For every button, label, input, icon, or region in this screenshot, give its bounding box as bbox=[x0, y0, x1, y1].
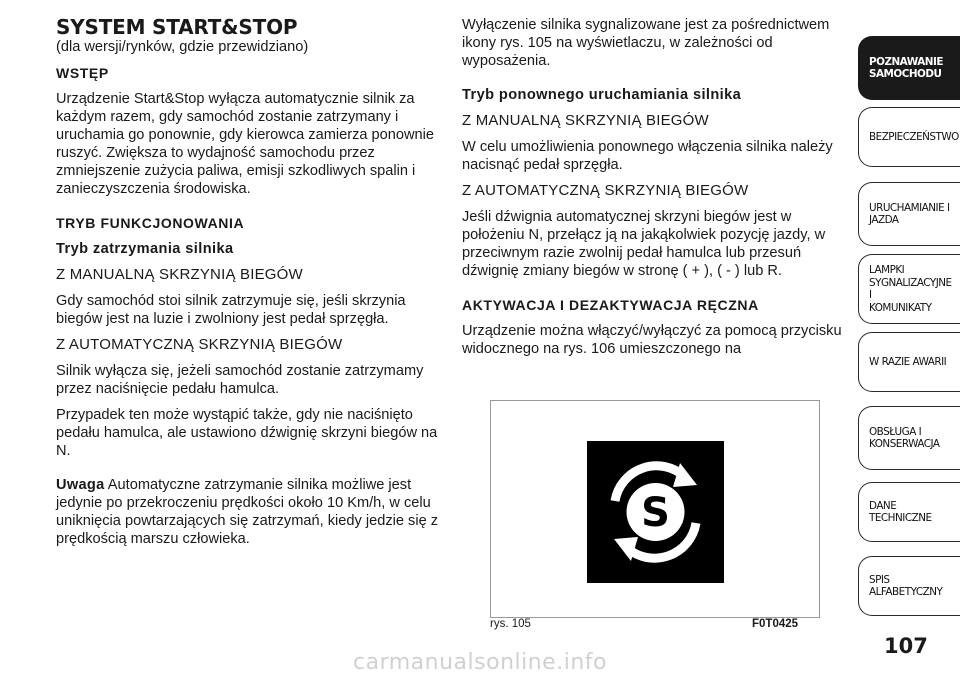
start-stop-icon bbox=[587, 441, 724, 583]
tab-label: OBSŁUGA I bbox=[869, 425, 922, 438]
restart-auto-paragraph: Jeśli dźwignia automatycznej skrzyni biegów jest w położeniu N, przełącz ją na jakąkolwiek pozycję jazdy, w przeciwnym razie zwolnij pedał hamulca lub przesuń dźwignię zmiany biegów w stronę ( + ), ( - ) lub R. bbox=[462, 209, 826, 279]
watermark: carmanualsonline.info bbox=[353, 650, 607, 675]
tab-poznawanie-samochodu[interactable] bbox=[858, 36, 960, 100]
figure-caption: rys. 105 bbox=[490, 618, 531, 630]
auto-gearbox-paragraph-1: Silnik wyłącza się, jeżeli samochód zostanie zatrzymamy przez naciśnięcie pedału hamulca. bbox=[56, 363, 424, 397]
manual-activation-paragraph: Urządzenie można włączyć/wyłączyć za pomocą przycisku widocznego na rys. 106 umieszczonego na bbox=[462, 323, 842, 357]
engine-stop-heading: Tryb zatrzymania silnika bbox=[56, 241, 234, 257]
manual-gearbox-paragraph: Gdy samochód stoi silnik zatrzymuje się, jeśli skrzynia biegów jest na luzie i zwolniony jest pedał sprzęgła. bbox=[56, 293, 406, 327]
tab-label: BEZPIECZEŃSTWO bbox=[869, 130, 959, 143]
note-paragraph bbox=[56, 476, 441, 548]
note-text: Automatyczne zatrzymanie silnika możliwe jest jedynie po przekroczeniu prędkości około 10 Km/h, w celu uniknięcia powtarzających się zatrzymań, kiedy jedzie się z prędkością marszu człowieka. bbox=[56, 477, 439, 547]
tab-label: KOMUNIKATY bbox=[869, 301, 932, 314]
tab-label: KONSERWACJA bbox=[869, 438, 940, 450]
figure-code: F0T0425 bbox=[752, 618, 799, 630]
tab-label: SAMOCHODU bbox=[869, 68, 942, 80]
note-label: Uwaga bbox=[56, 477, 105, 493]
auto-gearbox-heading: Z AUTOMATYCZNĄ SKRZYNIĄ BIEGÓW bbox=[56, 336, 343, 353]
tab-bezpieczenstwo[interactable] bbox=[858, 107, 960, 167]
tab-label: SPIS ALFABETYCZNY bbox=[869, 573, 943, 598]
section-title: SYSTEM START&STOP bbox=[56, 15, 298, 39]
tab-label: SYGNALIZACYJNE I bbox=[869, 276, 952, 301]
manual-gearbox-heading: Z MANUALNĄ SKRZYNIĄ BIEGÓW bbox=[56, 266, 303, 283]
tab-spis-alfabetyczny[interactable] bbox=[858, 556, 960, 616]
tab-label: POZNAWANIE bbox=[869, 55, 943, 68]
tab-w-razie-awarii[interactable] bbox=[858, 332, 960, 392]
tab-label: LAMPKI bbox=[869, 264, 905, 276]
chapter-sidebar bbox=[858, 0, 960, 678]
tab-label: W RAZIE AWARII bbox=[869, 355, 947, 368]
tab-label: DANE TECHNICZNE bbox=[869, 499, 932, 524]
figure-105 bbox=[490, 400, 820, 618]
tab-uruchamianie-i-jazda[interactable] bbox=[858, 182, 960, 246]
intro-heading: WSTĘP bbox=[56, 65, 109, 81]
restart-auto-heading: Z AUTOMATYCZNĄ SKRZYNIĄ BIEGÓW bbox=[462, 182, 749, 199]
restart-heading: Tryb ponownego uruchamiania silnika bbox=[462, 87, 742, 103]
page-number: 107 bbox=[884, 634, 928, 658]
left-column bbox=[56, 16, 441, 556]
right-column bbox=[462, 16, 842, 366]
display-icon-paragraph: Wyłączenie silnika sygnalizowane jest za pośrednictwem ikony rys. 105 na wyświetlaczu, w zależności od wyposażenia. bbox=[462, 17, 830, 69]
intro-paragraph: Urządzenie Start&Stop wyłącza automatycznie silnik za każdym razem, gdy samochód zostanie zatrzymany i uruchamia go ponownie, gdy kierowca zamierza ponownie ruszyć. Zwiększa to wydajność samochodu przez zmniejszenie zużycia paliwa, emisji szkodliwych spalin i zanieczyszczenia środowiska. bbox=[56, 91, 435, 197]
mode-heading: TRYB FUNKCJONOWANIA bbox=[56, 215, 245, 231]
restart-manual-heading: Z MANUALNĄ SKRZYNIĄ BIEGÓW bbox=[462, 112, 709, 129]
manual-activation-heading: AKTYWACJA I DEZAKTYWACJA RĘCZNA bbox=[462, 297, 759, 313]
auto-gearbox-paragraph-2: Przypadek ten może wystąpić także, gdy nie naciśnięto pedału hamulca, ale ustawiono dźwignię skrzyni biegów na N. bbox=[56, 407, 438, 459]
tab-lampki-sygnalizacyjne[interactable] bbox=[858, 254, 960, 324]
tab-label: JAZDA bbox=[869, 214, 899, 226]
tab-dane-techniczne[interactable] bbox=[858, 482, 960, 542]
section-subtitle: (dla wersji/rynków, gdzie przewidziano) bbox=[56, 39, 309, 55]
tab-label: URUCHAMIANIE I bbox=[869, 201, 950, 214]
tab-obsluga-i-konserwacja[interactable] bbox=[858, 406, 960, 470]
start-stop-letter: S bbox=[641, 490, 670, 536]
restart-manual-paragraph: W celu umożliwienia ponownego włączenia silnika należy nacisnąć pedał sprzęgła. bbox=[462, 139, 833, 173]
